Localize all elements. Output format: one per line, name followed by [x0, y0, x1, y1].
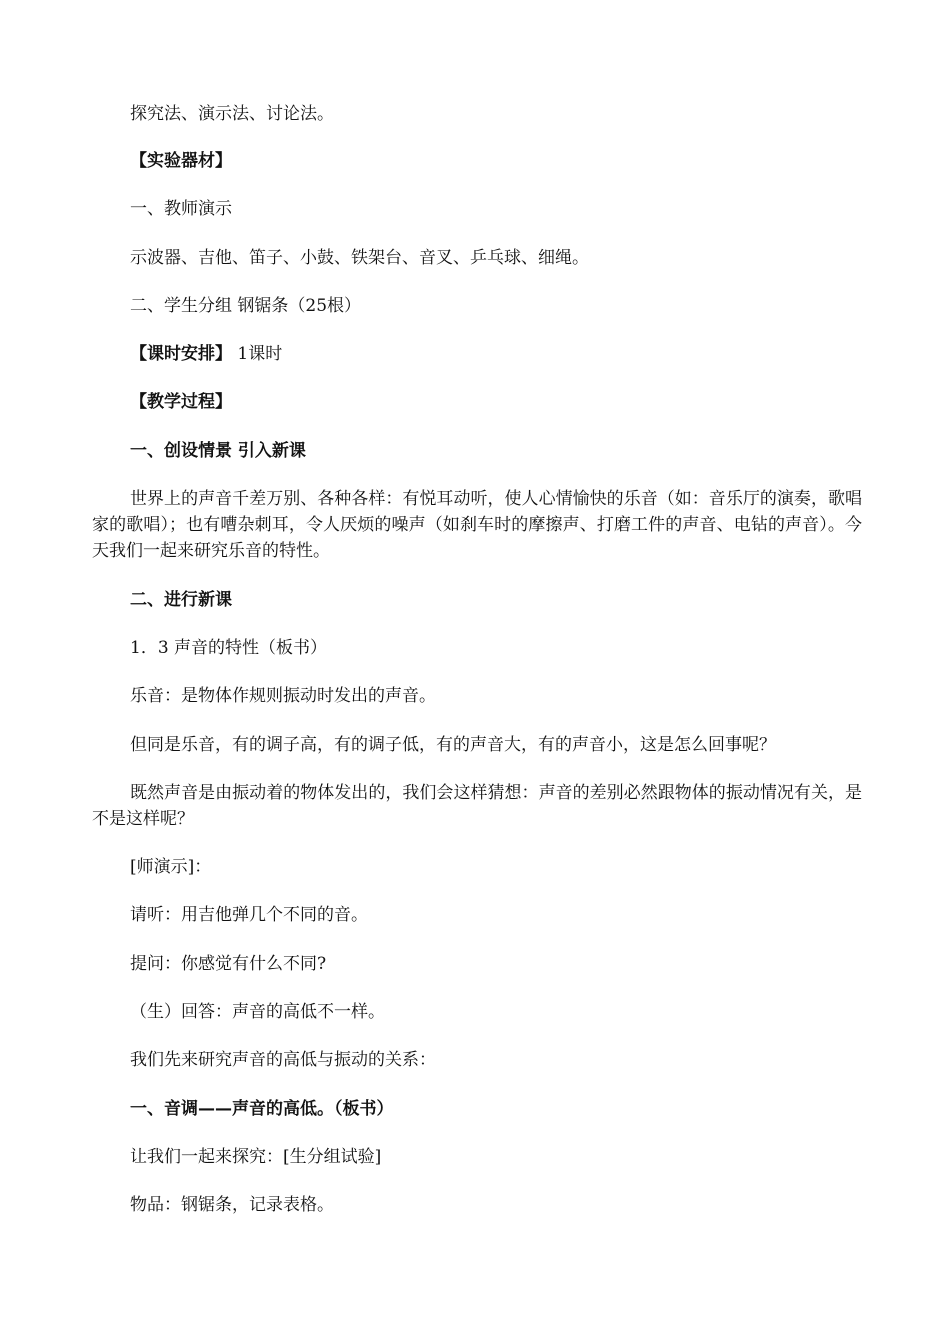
question-line: 但同是乐音，有的调子高，有的调子低，有的声音大，有的声音小，这是怎么回事呢？	[130, 735, 776, 755]
ask-line: 提问：你感觉有什么不同?	[130, 954, 327, 974]
lesson-title: 1．3 声音的特性（板书）	[130, 638, 328, 658]
study-line: 我们先来研究声音的高低与振动的关系：	[130, 1050, 436, 1070]
intro-paragraph: 世界上的声音千差万别、各种各样：有悦耳动听，使人心情愉快的乐音（如：音乐厅的演奏，歌唱家的歌唱）；也有嘈杂刺耳，令人厌烦的噪声（如刹车时的摩擦声、打磨工件的声音、电钻的声音）。今天我们一起来研究乐音的特性。	[92, 489, 862, 561]
pitch-heading: 一、音调——声音的高低。（板书）	[130, 1099, 394, 1119]
answer-line: （生）回答：声音的高低不一样。	[130, 1002, 385, 1022]
listen-line: 请听：用吉他弹几个不同的音。	[130, 905, 368, 925]
explore-line: 让我们一起来探究：[生分组试验]	[130, 1147, 382, 1167]
materials-heading: 【实验器材】	[130, 151, 232, 171]
teacher-demo-heading: 一、教师演示	[130, 199, 232, 219]
schedule-line	[130, 341, 870, 367]
teaching-methods: 探究法、演示法、讨论法。	[130, 104, 334, 124]
teacher-demo-tag: [师演示]：	[130, 857, 212, 877]
musical-sound-definition: 乐音：是物体作规则振动时发出的声音。	[130, 686, 436, 706]
schedule-value: 1课时	[237, 344, 283, 364]
process-heading: 【教学过程】	[130, 392, 232, 412]
section2-heading: 二、进行新课	[130, 590, 232, 610]
teacher-demo-items: 示波器、吉他、笛子、小鼓、铁架台、音叉、乒乓球、细绳。	[130, 248, 589, 268]
schedule-label: 【课时安排】	[130, 344, 232, 364]
student-group: 二、学生分组 钢锯条（25根）	[130, 296, 362, 316]
section1-heading: 一、创设情景 引入新课	[130, 441, 306, 461]
items-line: 物品：钢锯条，记录表格。	[130, 1195, 334, 1215]
hypothesis-paragraph: 既然声音是由振动着的物体发出的，我们会这样猜想：声音的差别必然跟物体的振动情况有关，是不是这样呢？	[92, 783, 862, 829]
